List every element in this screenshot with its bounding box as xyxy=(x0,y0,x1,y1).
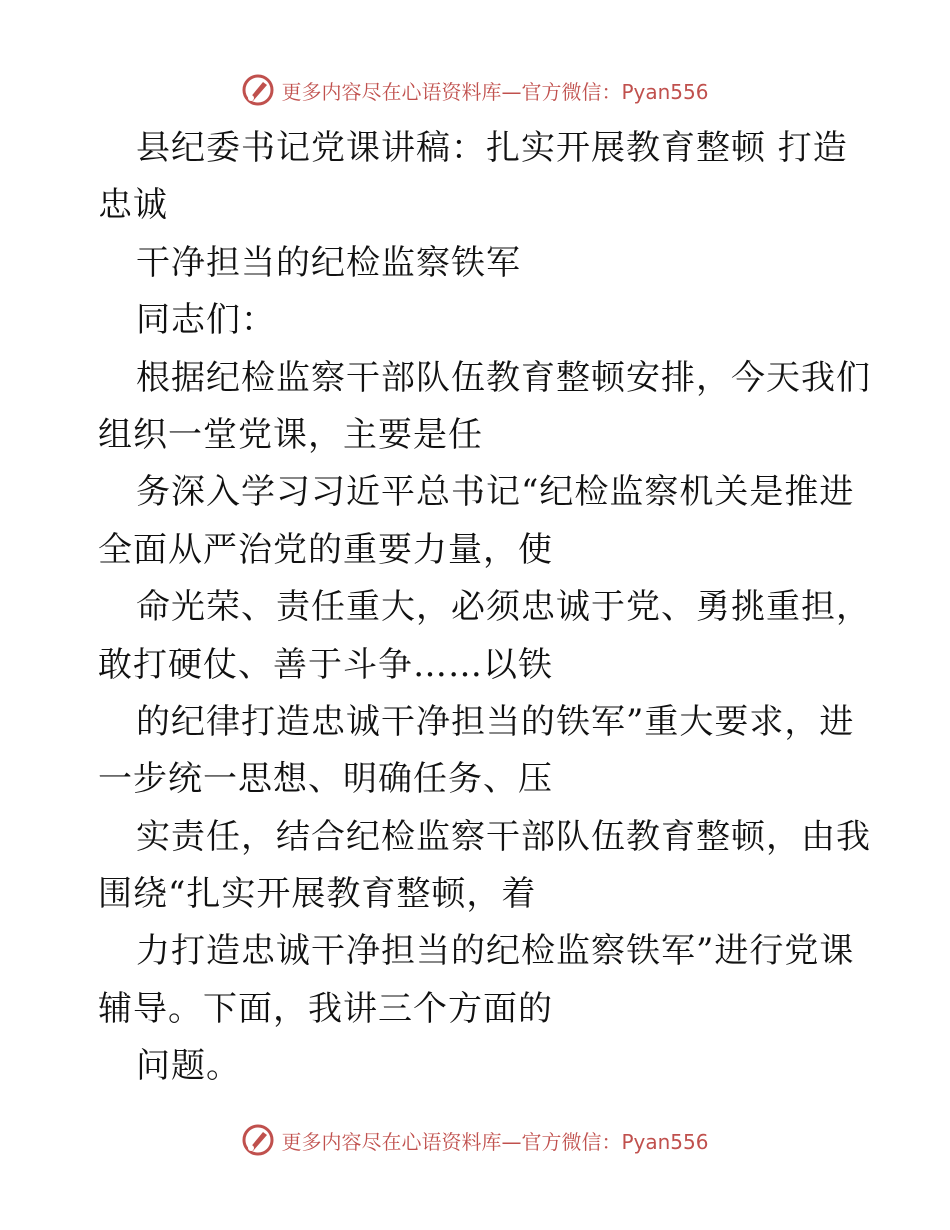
body-text-line: 围绕“扎实开展教育整顿，着 xyxy=(98,874,537,915)
body-text-line: 县纪委书记党课讲稿：扎实开展教育整顿 打造 xyxy=(136,128,848,168)
body-text-line: 敢打硬仗、善于斗争……以铁 xyxy=(98,644,553,685)
body-text-line: 根据纪检监察干部队伍教育整顿安排，今天我们 xyxy=(136,357,871,398)
body-text-line: 同志们： xyxy=(136,300,276,341)
footer-watermark-text: 更多内容尽在心语资料库—官方微信：Pyan556 xyxy=(281,1129,709,1154)
body-text-line: 忠诚 xyxy=(98,185,168,226)
body-text-line: 命光荣、责任重大，必须忠诚于党、勇挑重担， xyxy=(136,587,871,628)
header-watermark-text: 更多内容尽在心语资料库—官方微信：Pyan556 xyxy=(281,79,709,104)
body-text-line: 组织一堂党课，主要是任 xyxy=(98,414,483,455)
header-watermark-banner xyxy=(0,70,950,110)
footer-watermark-group xyxy=(241,1123,708,1157)
footer-watermark-banner xyxy=(0,1120,950,1160)
body-text-line: 的纪律打造忠诚干净担当的铁军”重大要求，进 xyxy=(136,701,855,742)
header-watermark-group xyxy=(241,73,708,107)
body-text-line: 务深入学习习近平总书记“纪检监察机关是推进 xyxy=(136,472,855,513)
body-text-line: 全面从严治党的重要力量，使 xyxy=(98,529,553,570)
pen-logo-icon xyxy=(241,73,275,107)
body-text-line: 辅导。下面，我讲三个方面的 xyxy=(98,988,553,1029)
body-text-line: 实责任，结合纪检监察干部队伍教育整顿，由我 xyxy=(136,816,871,857)
body-text-line: 力打造忠诚干净担当的纪检监察铁军”进行党课 xyxy=(136,931,855,972)
body-text-line: 干净担当的纪检监察铁军 xyxy=(136,242,521,283)
pen-logo-icon xyxy=(241,1123,275,1157)
body-text-line: 一步统一思想、明确任务、压 xyxy=(98,759,553,800)
document-body xyxy=(98,120,871,1096)
body-text-line: 问题。 xyxy=(136,1046,241,1087)
